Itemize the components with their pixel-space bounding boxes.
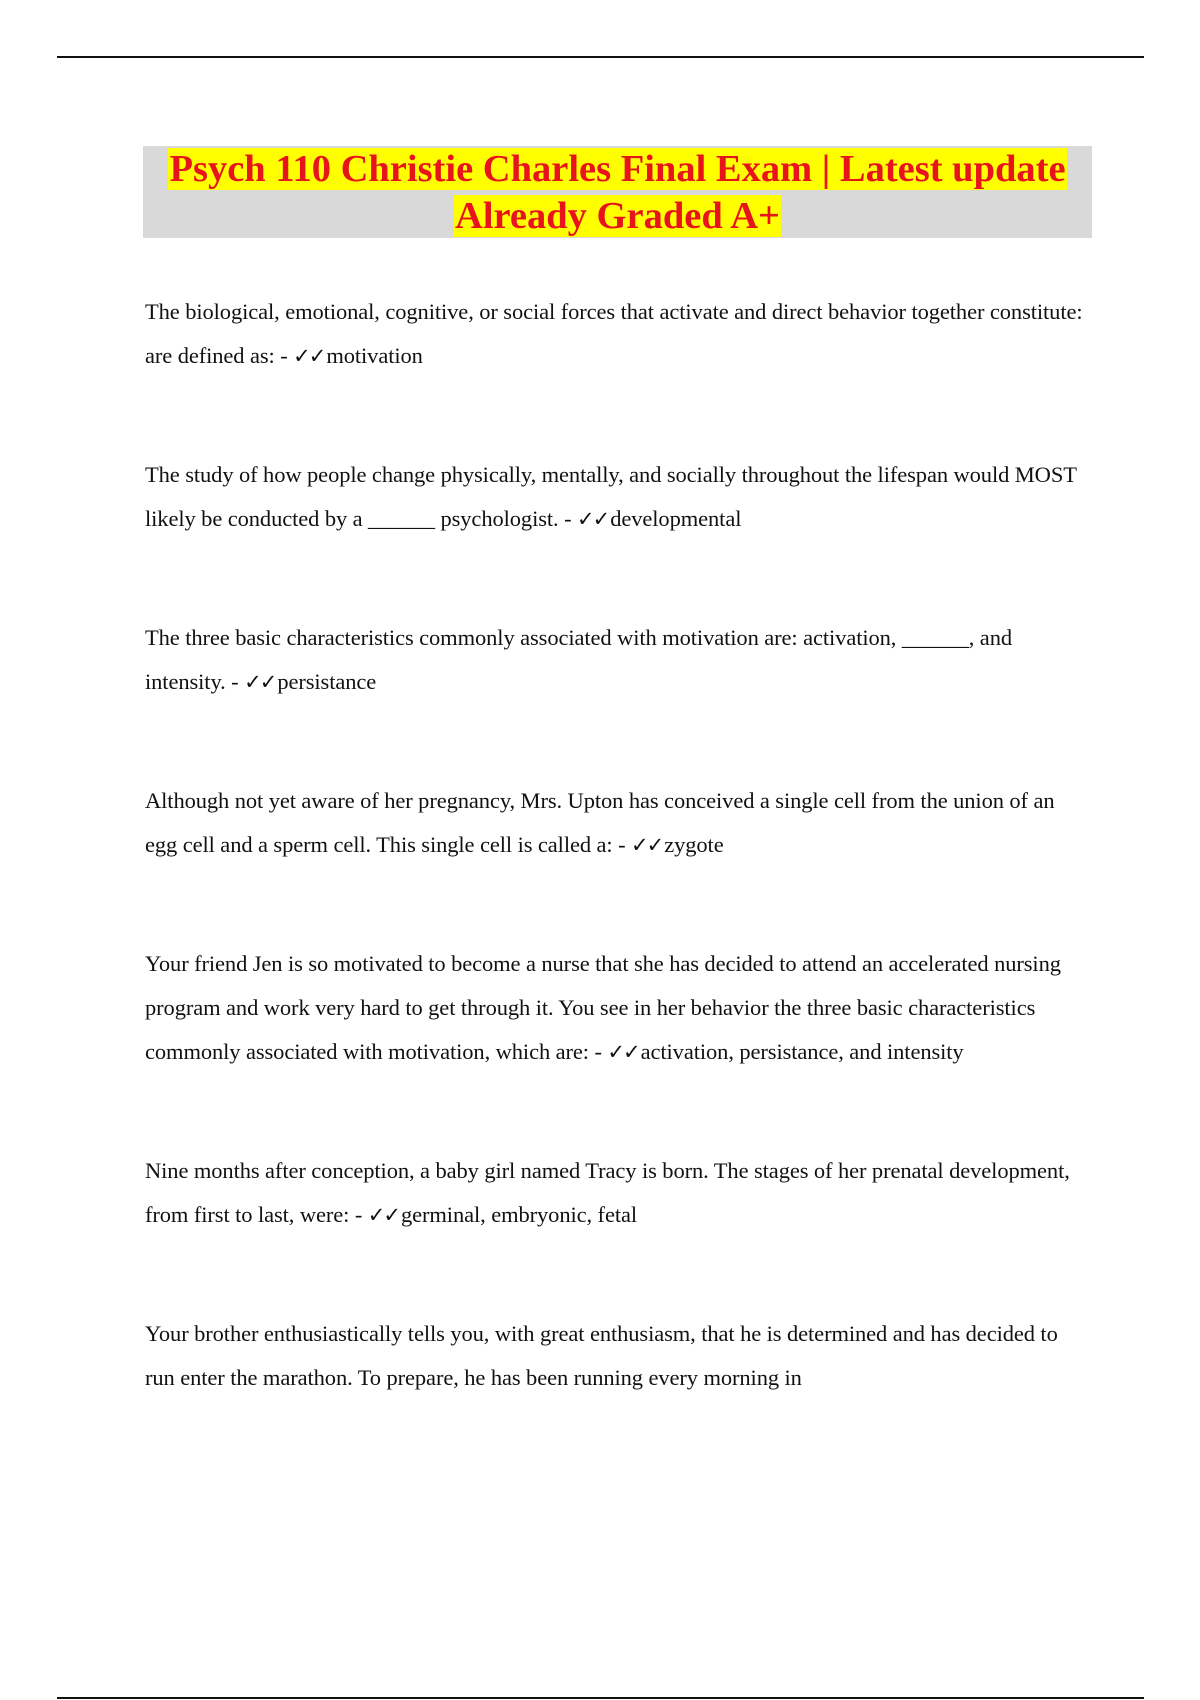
question-text: The biological, emotional, cognitive, or social forces that activate and direct behavior together constitute: are defined as: - — [145, 299, 1083, 368]
double-check-icon: ✓✓ — [577, 507, 609, 531]
question-text: Nine months after conception, a baby girl named Tracy is born. The stages of her prenatal development, from first to last, were: - — [145, 1158, 1070, 1227]
top-rule — [57, 56, 1144, 58]
question-text: Your friend Jen is so motivated to become a nurse that she has decided to attend an accelerated nursing program and work very hard to get through it. You see in her behavior the three basic characteristics commonly associated with motivation, which are: - — [145, 951, 1061, 1064]
qa-item — [145, 290, 1090, 378]
bottom-rule — [57, 1697, 1144, 1699]
answer-text: activation, persistance, and intensity — [640, 1039, 964, 1064]
title-line-1: Psych 110 Christie Charles Final Exam | Latest update — [169, 148, 1066, 190]
double-check-icon: ✓✓ — [293, 344, 325, 368]
question-text: Your brother enthusiastically tells you, with great enthusiasm, that he is determined and has decided to run enter the marathon. To prepare, he has been running every morning in — [145, 1321, 1058, 1390]
answer-text: persistance — [277, 669, 377, 694]
double-check-icon: ✓✓ — [244, 670, 276, 694]
answer-text: motivation — [326, 343, 423, 368]
title-line-2: Already Graded A+ — [455, 195, 780, 237]
qa-item — [145, 779, 1090, 867]
double-check-icon: ✓✓ — [631, 833, 663, 857]
double-check-icon: ✓✓ — [367, 1203, 399, 1227]
document-title — [143, 146, 1092, 240]
qa-item — [145, 616, 1090, 704]
question-text: The study of how people change physically, mentally, and socially throughout the lifespan would MOST likely be conducted by a ______ psychologist. - — [145, 462, 1077, 531]
double-check-icon: ✓✓ — [607, 1040, 639, 1064]
qa-item — [145, 453, 1090, 541]
question-text: Although not yet aware of her pregnancy, Mrs. Upton has conceived a single cell from the union of an egg cell and a sperm cell. This single cell is called a: - — [145, 788, 1055, 857]
qa-item — [145, 942, 1090, 1074]
answer-text: developmental — [610, 506, 742, 531]
qa-item — [145, 1312, 1090, 1400]
question-text: The three basic characteristics commonly associated with motivation are: activation, ______, and intensity. - — [145, 625, 1012, 694]
qa-item — [145, 1149, 1090, 1237]
answer-text: germinal, embryonic, fetal — [400, 1202, 638, 1227]
answer-text: zygote — [664, 832, 724, 857]
qa-list — [145, 290, 1090, 1475]
